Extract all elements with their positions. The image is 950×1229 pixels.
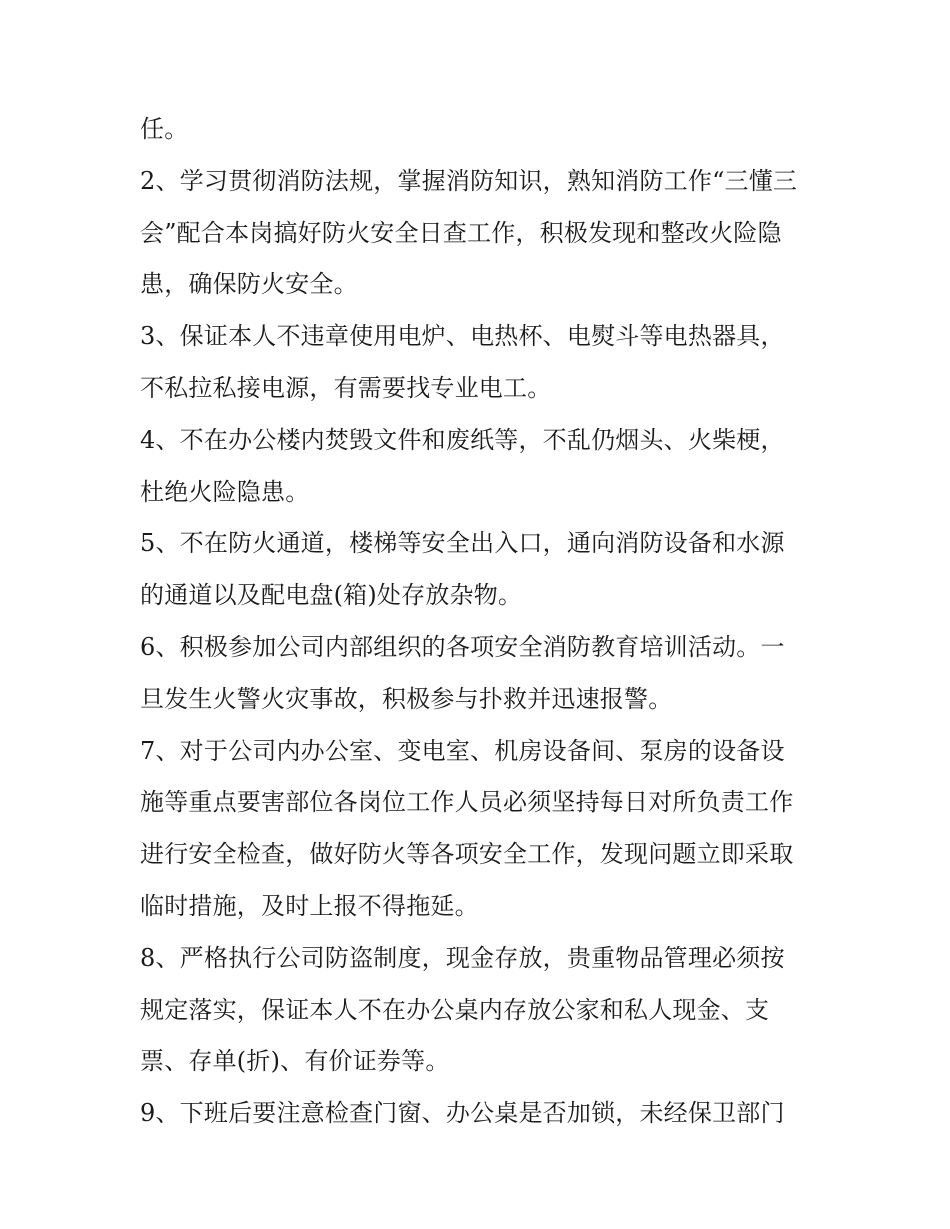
text-line: 8、严格执行公司防盗制度，现金存放，贵重物品管理必须按 [140, 943, 785, 972]
text-line: 旦发生火警火灾事故，积极参与扑救并迅速报警。 [140, 684, 673, 713]
text-line: 会”配合本岗搞好防火安全日查工作，积极发现和整改火险隐 [140, 218, 782, 247]
text-line: 4、不在办公楼内焚毁文件和废纸等，不乱仍烟头、火柴梗， [140, 425, 785, 454]
text-line: 施等重点要害部位各岗位工作人员必须坚持每日对所负责工作 [140, 788, 794, 817]
text-line: 进行安全检查，做好防火等各项安全工作，发现问题立即采取 [140, 840, 794, 869]
text-line: 患，确保防火安全。 [140, 270, 358, 299]
text-line: 3、保证本人不违章使用电炉、电热杯、电熨斗等电热器具， [140, 322, 785, 351]
text-line: 票、存单(折)、有价证券等。 [140, 1047, 450, 1076]
text-line: 规定落实，保证本人不在办公桌内存放公家和私人现金、支 [140, 995, 770, 1024]
text-line: 7、对于公司内办公室、变电室、机房设备间、泵房的设备设 [140, 736, 785, 765]
text-line: 杜绝火险隐患。 [140, 477, 310, 506]
text-line: 任。 [140, 115, 189, 143]
text-line: 5、不在防火通道，楼梯等安全出入口，通向消防设备和水源 [140, 529, 785, 558]
document-body [140, 104, 820, 1140]
text-line: 2、学习贯彻消防法规，掌握消防知识，熟知消防工作“三懂三 [140, 166, 798, 195]
text-line: 6、积极参加公司内部组织的各项安全消防教育培训活动。一 [140, 632, 785, 661]
text-line: 不私拉私接电源，有需要找专业电工。 [140, 373, 552, 402]
text-line: 临时措施，及时上报不得拖延。 [140, 891, 479, 920]
text-line: 9、下班后要注意检查门窗、办公桌是否加锁，未经保卫部门 [140, 1099, 785, 1128]
text-line: 的通道以及配电盘(箱)处存放杂物。 [140, 581, 523, 610]
